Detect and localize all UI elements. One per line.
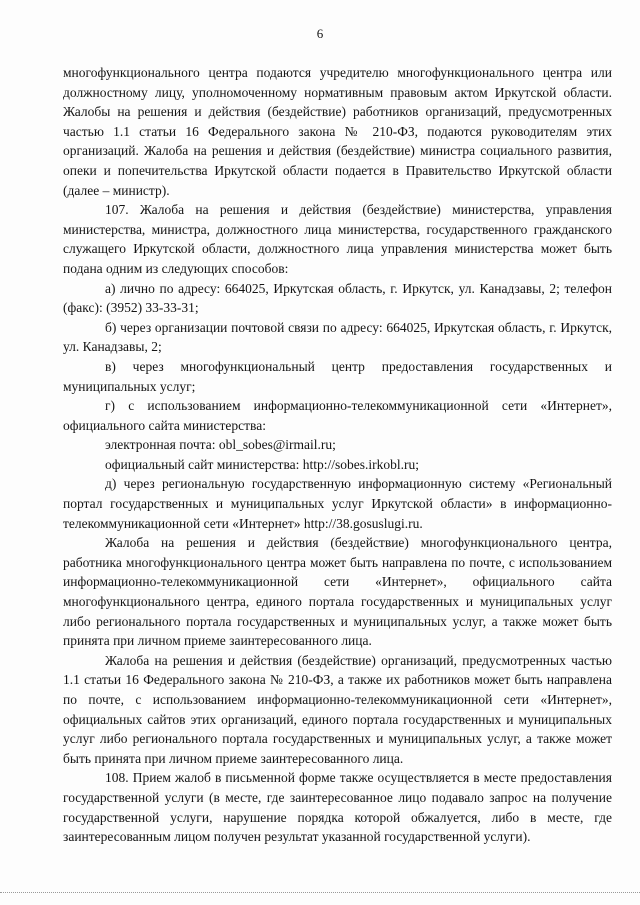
list-item-v: в) через многофункциональный центр предоставления государственных и муниципальных услуг;: [63, 358, 612, 394]
paragraph-organizations-complaint: Жалоба на решения и действия (бездействие) организаций, предусмотренных частью 1.1 статьи 16 Федерального закона № 210-ФЗ, а также их работников может быть направлена по почте, с использованием информационно-телекоммуникационной сети «Интернет», официальных сайтов этих организаций, единого портала государственных и муниципальных услуг либо регионального портала государственных и муниципальных услуг, а также может быть принята при личном приеме заинтересованного лица.: [63, 652, 612, 766]
list-item-g: г) с использованием информационно-телекоммуникационной сети «Интернет», официального сайта министерства:: [63, 398, 612, 433]
paragraph-107: 107. Жалоба на решения и действия (бездействие) министерства, управления министерства, министра, должностного лица министерства, государственного гражданского служащего Иркутской области, должностного лица управления министерства может быть подана одним из следующих способов:: [63, 202, 612, 276]
email-line: электронная почта: obl_sobes@irmail.ru;: [105, 437, 336, 453]
list-item-b: б) через организации почтовой связи по адресу: 664025, Иркутская область, г. Иркутск, ул. Канадзавы, 2;: [63, 319, 612, 355]
document-body: [63, 63, 612, 847]
paragraph-mfc-complaint: Жалоба на решения и действия (бездействие) многофункционального центра, работника многофункционального центра может быть направлена по почте, с использованием информационно-телекоммуникационной сети «Интернет», официального сайта многофункционального центра, единого портала государственных и муниципальных услуг либо регионального портала государственных и муниципальных услуг, а также может быть принята при личном приеме заинтересованного лица.: [63, 535, 612, 649]
list-item-d: д) через региональную государственную информационную систему «Региональный портал государственных и муниципальных услуг Иркутской области» в информационно-телекоммуникационной сети «Интернет» http://38.gosuslugi.ru.: [63, 476, 612, 531]
footer-dotted-rule: [0, 892, 640, 893]
website-line: официальный сайт министерства: http://sobes.irkobl.ru;: [105, 456, 420, 472]
paragraph-108: 108. Прием жалоб в письменной форме также осуществляется в месте предоставления государственной услуги (в месте, где заинтересованное лицо подавало запрос на получение государственной услуги, нарушение порядка которой обжалуется, либо в месте, где заинтересованным лицом получен результат указанной государственной услуги).: [63, 770, 612, 845]
page-number: 6: [316, 26, 324, 41]
list-item-a: а) лично по адресу: 664025, Иркутская область, г. Иркутск, ул. Канадзавы, 2; телефон (факс): (3952) 33-33-31;: [63, 280, 612, 316]
paragraph-continuation: многофункционального центра подаются учредителю многофункционального центра или должностному лицу, уполномоченному нормативным правовым актом Иркутской области. Жалобы на решения и действия (бездействие) работников организаций, предусмотренных частью 1.1 статьи 16 Федерального закона № 210-ФЗ, подаются руководителям этих организаций. Жалоба на решения и действия (бездействие) министра социального развития, опеки и попечительства Иркутской области подается в Правительство Иркутской области (далее – министр).: [63, 65, 612, 198]
